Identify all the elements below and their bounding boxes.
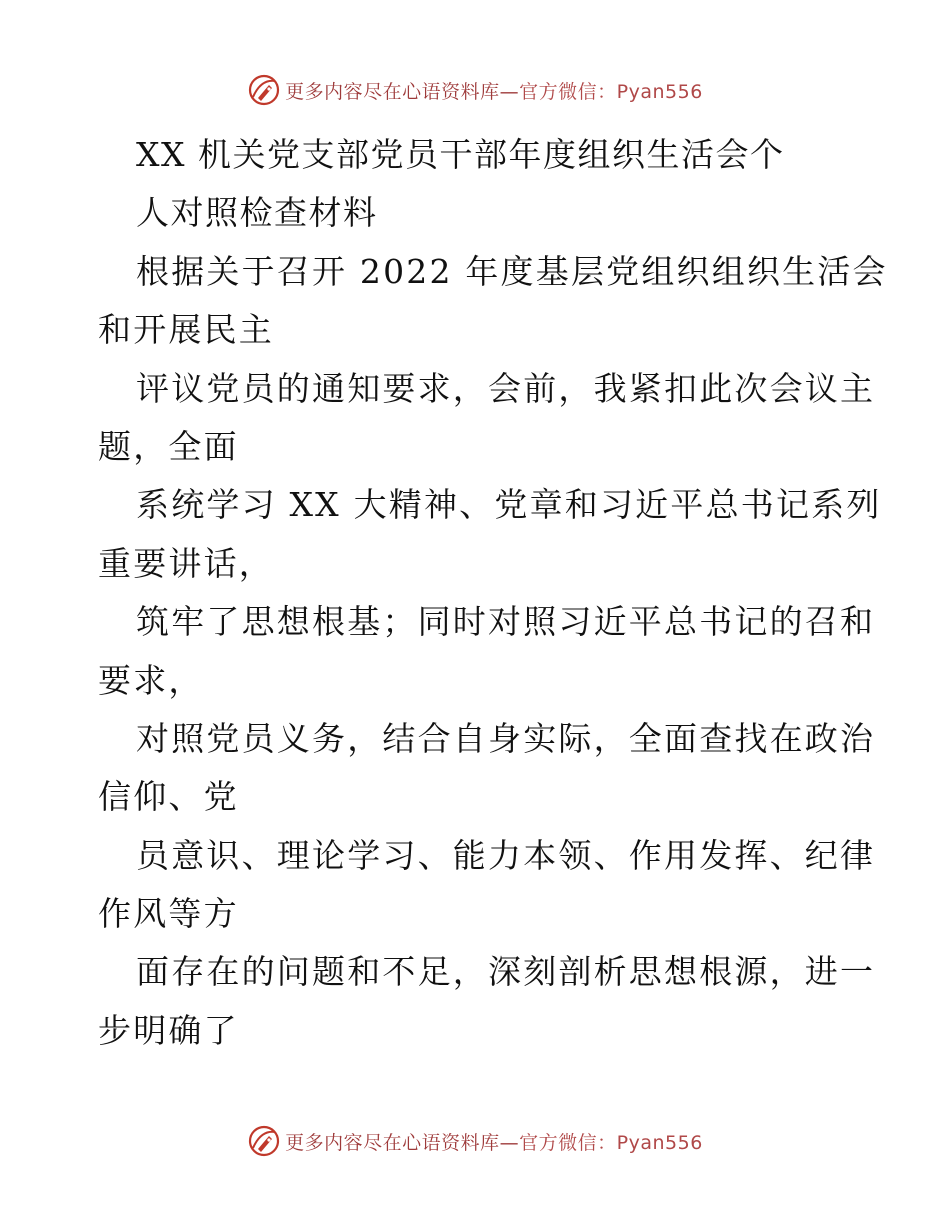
banner-wechat: 官方微信：Pyan556 [519, 1131, 703, 1154]
banner-text [285, 77, 703, 104]
pen-nib-logo-icon [247, 1124, 281, 1158]
footer-banner [0, 1121, 950, 1161]
paragraph-line: 重要讲话， [98, 543, 274, 583]
banner-separator: — [499, 1131, 520, 1154]
paragraph-line: 作风等方 [98, 894, 239, 934]
banner-wechat: 官方微信：Pyan556 [519, 80, 703, 103]
paragraph-line: 题，全面 [98, 426, 239, 466]
document-title-line-1: XX 机关党支部党员干部年度组织生活会个 [136, 135, 785, 174]
paragraph-line: 员意识、理论学习、能力本领、作用发挥、纪律 [136, 835, 876, 875]
paragraph-line: 和开展民主 [98, 310, 274, 350]
banner-brand: 更多内容尽在心语资料库 [285, 80, 500, 103]
paragraph-line: 评议党员的通知要求，会前，我紧扣此次会议主 [136, 368, 876, 408]
paragraph-line: 面存在的问题和不足，深刻剖析思想根源，进一 [136, 952, 876, 992]
banner-text [285, 1128, 703, 1155]
header-banner [0, 70, 950, 110]
banner-separator: — [499, 80, 520, 103]
paragraph-line: 系统学习 XX 大精神、党章和习近平总书记系列 [136, 485, 882, 525]
paragraph-line: 信仰、党 [98, 777, 239, 817]
banner-brand: 更多内容尽在心语资料库 [285, 1131, 500, 1154]
document-body [98, 126, 888, 1060]
paragraph-line: 步明确了 [98, 1010, 239, 1050]
document-title-line-2: 人对照检查材料 [136, 193, 378, 233]
paragraph-line: 根据关于召开 2022 年度基层党组织组织生活会 [136, 251, 888, 291]
paragraph-line: 对照党员义务，结合自身实际，全面查找在政治 [136, 718, 876, 758]
paragraph-line: 筑牢了思想根基；同时对照习近平总书记的召和 [136, 602, 876, 642]
pen-nib-logo-icon [247, 73, 281, 107]
paragraph-line: 要求， [98, 660, 204, 700]
